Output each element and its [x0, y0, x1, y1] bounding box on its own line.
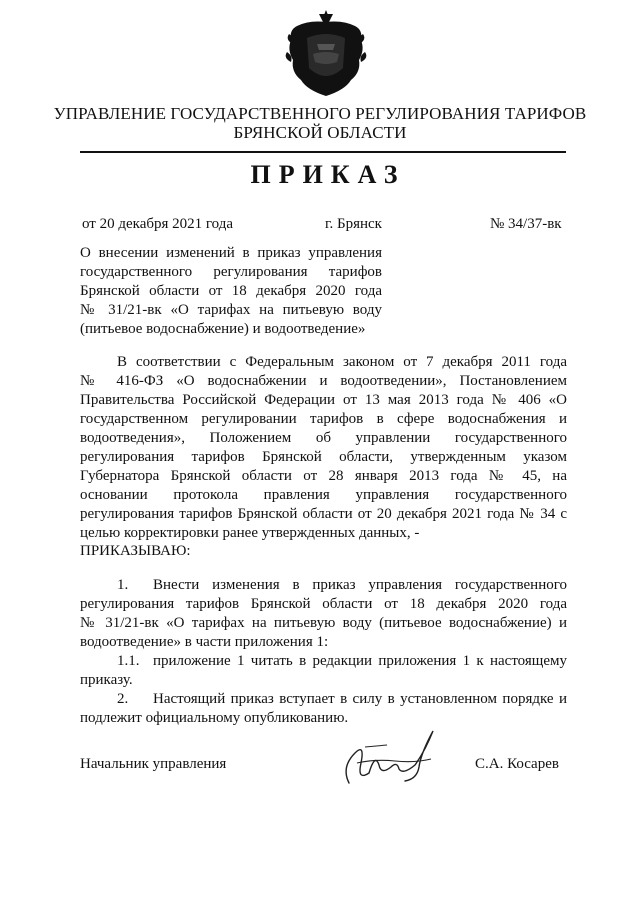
item-2-line: Настоящий приказ вступает в силу в установленном порядке и	[153, 691, 567, 707]
preamble-line: регулирования тарифов Брянской области от 20 декабря 2021 года № 34 с	[80, 506, 567, 522]
preamble-line: целью корректировки ранее утвержденных данных, -	[80, 525, 420, 541]
document-title: ПРИКАЗ	[250, 160, 406, 189]
order-items	[80, 576, 567, 728]
preamble-line: № 416-ФЗ «О водоснабжении и водоотведении», Постановлением	[80, 373, 567, 389]
item-1-1-line: приказу.	[80, 672, 133, 688]
item-1-line: регулирования тарифов Брянской области от 18 декабря 2020 года	[80, 596, 567, 612]
subject-line: Брянской области от 18 декабря 2020 года	[80, 283, 382, 299]
handwritten-signature	[335, 723, 445, 793]
item-1-first-line	[80, 576, 567, 595]
subject-line: государственного регулирования тарифов	[80, 264, 382, 280]
item-1-line: водоотведение» в части приложения 1:	[80, 634, 329, 650]
item-1-number: 1.	[117, 577, 129, 593]
item-1-1-first-line	[80, 652, 567, 671]
preamble-paragraph	[80, 353, 567, 543]
subject-line: № 31/21-вк «О тарифах на питьевую воду	[80, 302, 382, 318]
subject-line: О внесении изменений в приказ управления	[80, 245, 382, 261]
document-date: от 20 декабря 2021 года	[82, 216, 234, 232]
item-2-line: подлежит официальному опубликованию.	[80, 710, 349, 726]
preamble-line: Правительства Российской Федерации от 13 мая 2013 года № 406 «О	[80, 392, 567, 408]
item-1-line: Внести изменения в приказ управления государственного	[153, 577, 567, 593]
organization-name-line-2: БРЯНСКОЙ ОБЛАСТИ	[233, 123, 407, 142]
preamble-line: государственном регулировании тарифов в сфере водоснабжения и	[80, 411, 567, 427]
organization-name-line-1: УПРАВЛЕНИЕ ГОСУДАРСТВЕННОГО РЕГУЛИРОВАНИЯ ТАРИФОВ	[53, 104, 587, 123]
signatory-position: Начальник управления	[80, 756, 227, 772]
preamble-line: регулирования тарифов Брянской области, утвержденным указом	[80, 449, 567, 465]
document-subject	[80, 244, 382, 339]
signatory-name: С.А. Косарев	[475, 756, 559, 772]
document-number: № 34/37-вк	[490, 216, 562, 232]
document-city: г. Брянск	[325, 216, 382, 232]
item-1-1-line: приложение 1 читать в редакции приложения 1 к настоящему	[153, 653, 567, 669]
item-2-number: 2.	[117, 691, 129, 707]
preamble-line: водоотведения», Положением об управлении государственного	[80, 430, 567, 446]
item-2-first-line	[80, 690, 567, 709]
item-1-1-number: 1.1.	[117, 653, 140, 669]
item-1-line: № 31/21-вк «О тарифах на питьевую воду (питьевое водоснабжение) и	[80, 615, 567, 631]
coat-of-arms-emblem	[283, 10, 369, 98]
preamble-line: основании протокола правления управления государственного	[80, 487, 567, 503]
order-word: ПРИКАЗЫВАЮ:	[80, 543, 191, 559]
preamble-line: Губернатора Брянской области от 28 января 2013 года № 45, на	[80, 468, 567, 484]
preamble-line: В соответствии с Федеральным законом от 7 декабря 2011 года	[117, 354, 567, 370]
header-divider	[80, 151, 566, 153]
subject-line: (питьевое водоснабжение) и водоотведение»	[80, 321, 366, 337]
